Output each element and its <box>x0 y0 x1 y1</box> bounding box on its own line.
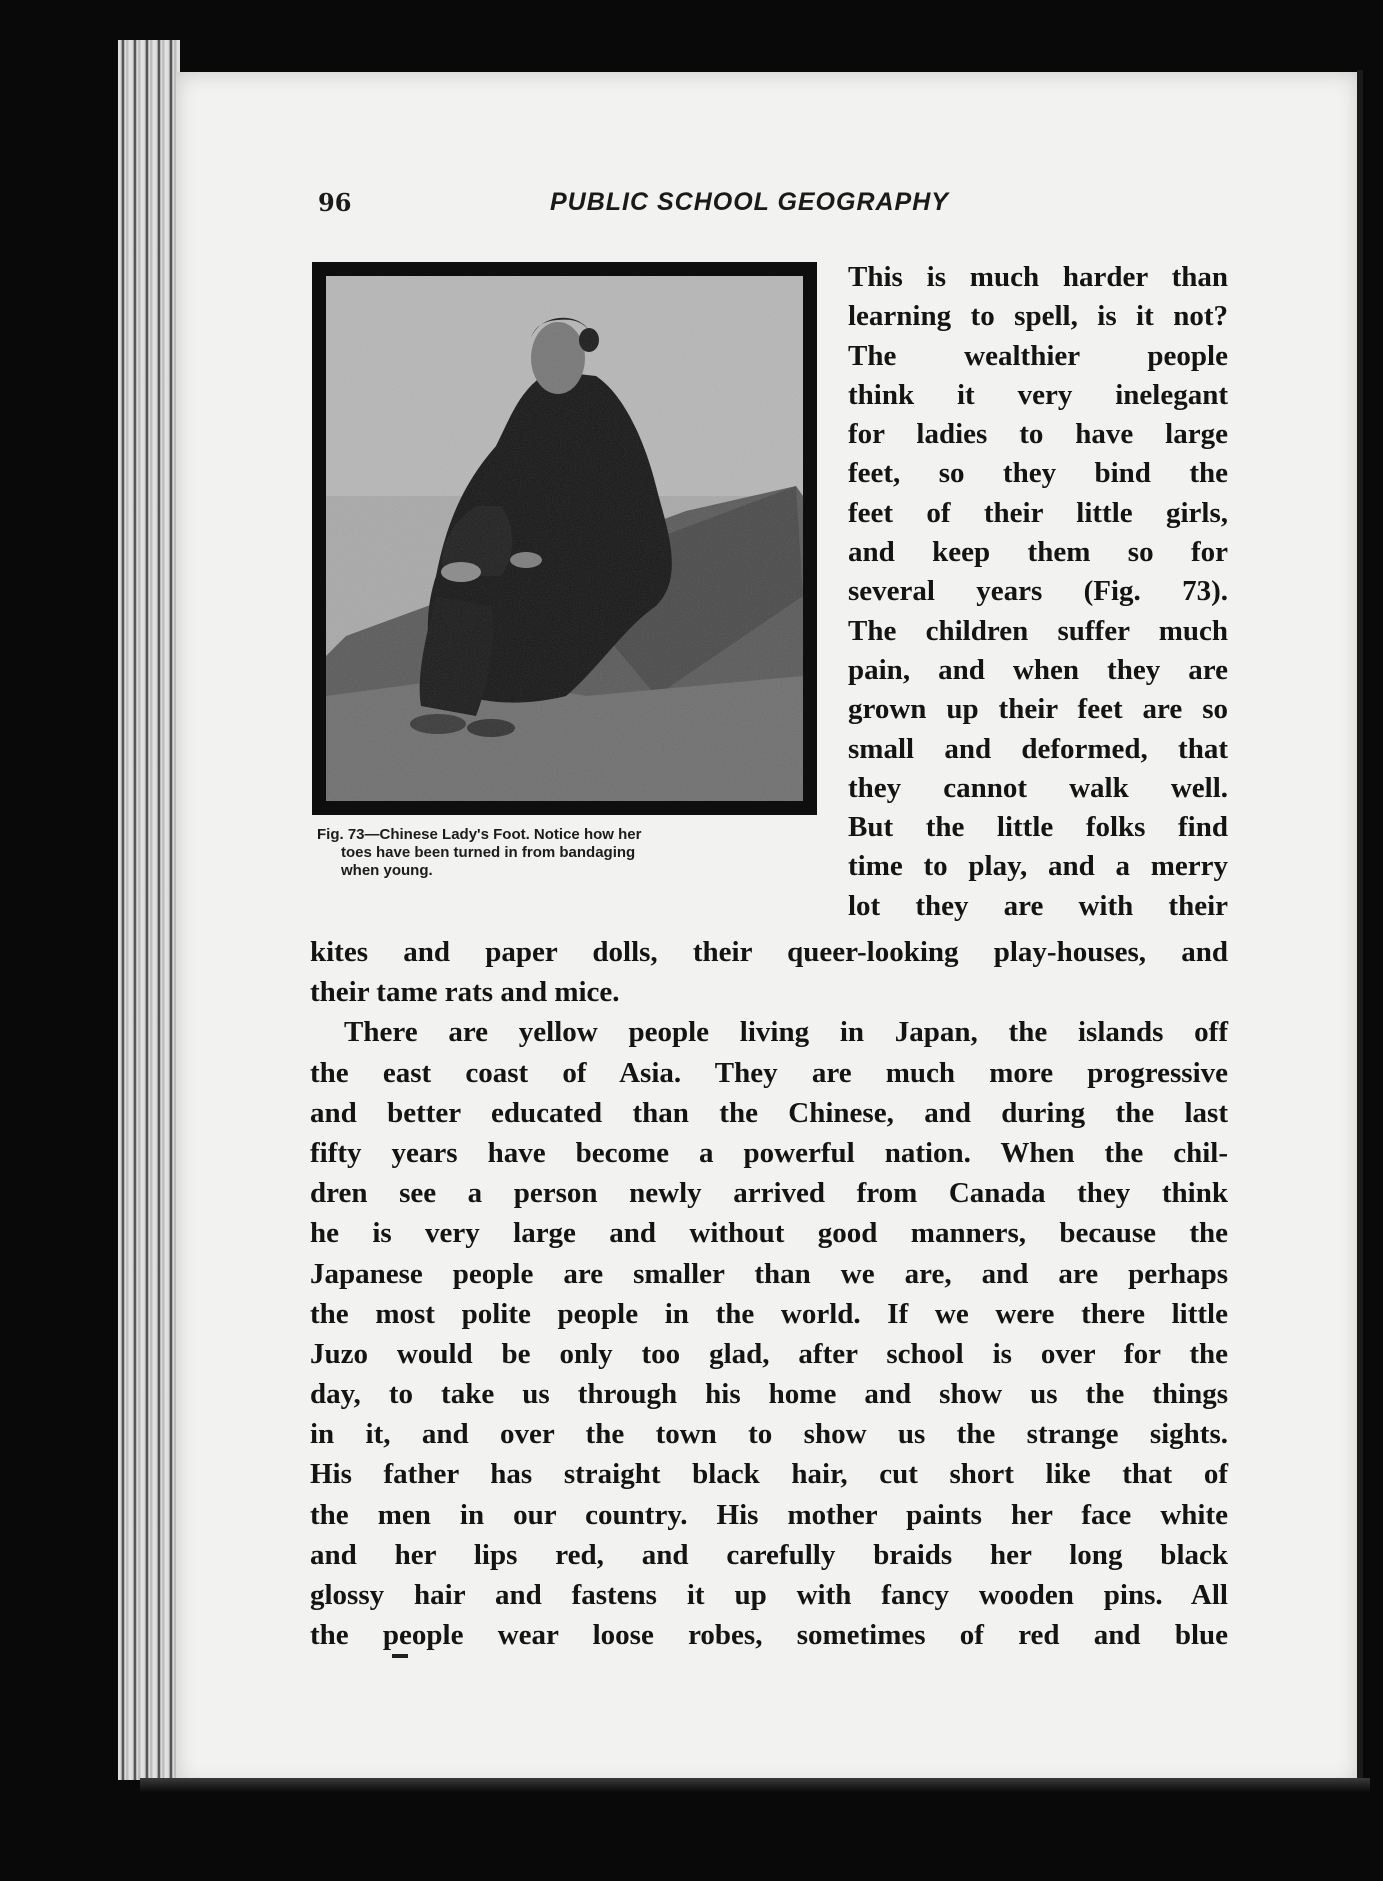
text-line: their tame rats and mice. <box>310 976 620 1009</box>
side-column-text <box>848 258 1228 926</box>
text-line: dren see a person newly arrived from Canada they think <box>310 1177 1228 1210</box>
text-line: The children suffer much <box>848 614 1228 647</box>
text-line: grown up their feet are so <box>848 693 1228 726</box>
text-line: feet of their little girls, <box>848 496 1228 529</box>
text-line: The wealthier people <box>848 339 1228 372</box>
page-number: 96 <box>318 188 352 217</box>
text-line: he is very large and without good manners, because the <box>310 1217 1228 1250</box>
text-line: But the little folks find <box>848 811 1228 844</box>
caption-line: Fig. 73—Chinese Lady's Foot. Notice how her <box>317 826 642 843</box>
text-line: pain, and when they are <box>848 653 1228 686</box>
text-line: think it very inelegant <box>848 378 1228 411</box>
book-title: PUBLIC SCHOOL GEOGRAPHY <box>550 188 949 216</box>
body-text <box>310 932 1228 1655</box>
text-line: glossy hair and fastens it up with fancy wooden pins. All <box>310 1579 1228 1611</box>
text-line: kites and paper dolls, their queer-looking play-houses, and <box>310 936 1228 968</box>
figure-73-photo-frame <box>312 262 817 815</box>
text-line: the east coast of Asia. They are much more progressive <box>310 1056 1228 1089</box>
text-line: feet, so they bind the <box>848 457 1228 490</box>
text-line: the people wear loose robes, sometimes of red and blue <box>310 1619 1228 1652</box>
page-bottom-shadow <box>140 1778 1370 1792</box>
text-line: fifty years have become a powerful nation. When the chil- <box>310 1136 1228 1169</box>
text-line: Juzo would be only too glad, after school is over for the <box>310 1337 1228 1370</box>
text-line: Japanese people are smaller than we are, and are perhaps <box>310 1257 1228 1290</box>
text-line: His father has straight black hair, cut short like that of <box>310 1458 1228 1491</box>
print-mark <box>392 1654 408 1658</box>
book-spine-edges <box>118 40 180 1780</box>
figure-73-photo <box>326 276 803 801</box>
seated-woman-photo-icon <box>326 276 803 801</box>
caption-line: toes have been turned in from bandaging <box>341 844 636 861</box>
text-line: they cannot walk well. <box>848 771 1228 804</box>
text-line: and better educated than the Chinese, and during the last <box>310 1096 1228 1129</box>
text-line: This is much harder than <box>848 261 1228 293</box>
text-line: the most polite people in the world. If we were there little <box>310 1297 1228 1330</box>
figure-caption <box>317 826 827 880</box>
text-line: lot they are with their <box>848 889 1228 922</box>
text-line: learning to spell, is it not? <box>848 300 1228 333</box>
text-line: time to play, and a merry <box>848 850 1228 883</box>
text-line: There are yellow people living in Japan, the islands off <box>344 1016 1228 1049</box>
caption-line: when young. <box>341 862 433 879</box>
text-line: and her lips red, and carefully braids her long black <box>310 1538 1228 1571</box>
text-line: the men in our country. His mother paints her face white <box>310 1498 1228 1531</box>
text-line: several years (Fig. 73). <box>848 575 1228 608</box>
running-head <box>318 188 1118 224</box>
text-line: in it, and over the town to show us the strange sights. <box>310 1418 1228 1451</box>
page-right-edge <box>1357 70 1363 1780</box>
text-line: day, to take us through his home and show us the things <box>310 1378 1228 1411</box>
text-line: for ladies to have large <box>848 418 1228 451</box>
text-line: and keep them so for <box>848 536 1228 569</box>
text-line: small and deformed, that <box>848 732 1228 765</box>
